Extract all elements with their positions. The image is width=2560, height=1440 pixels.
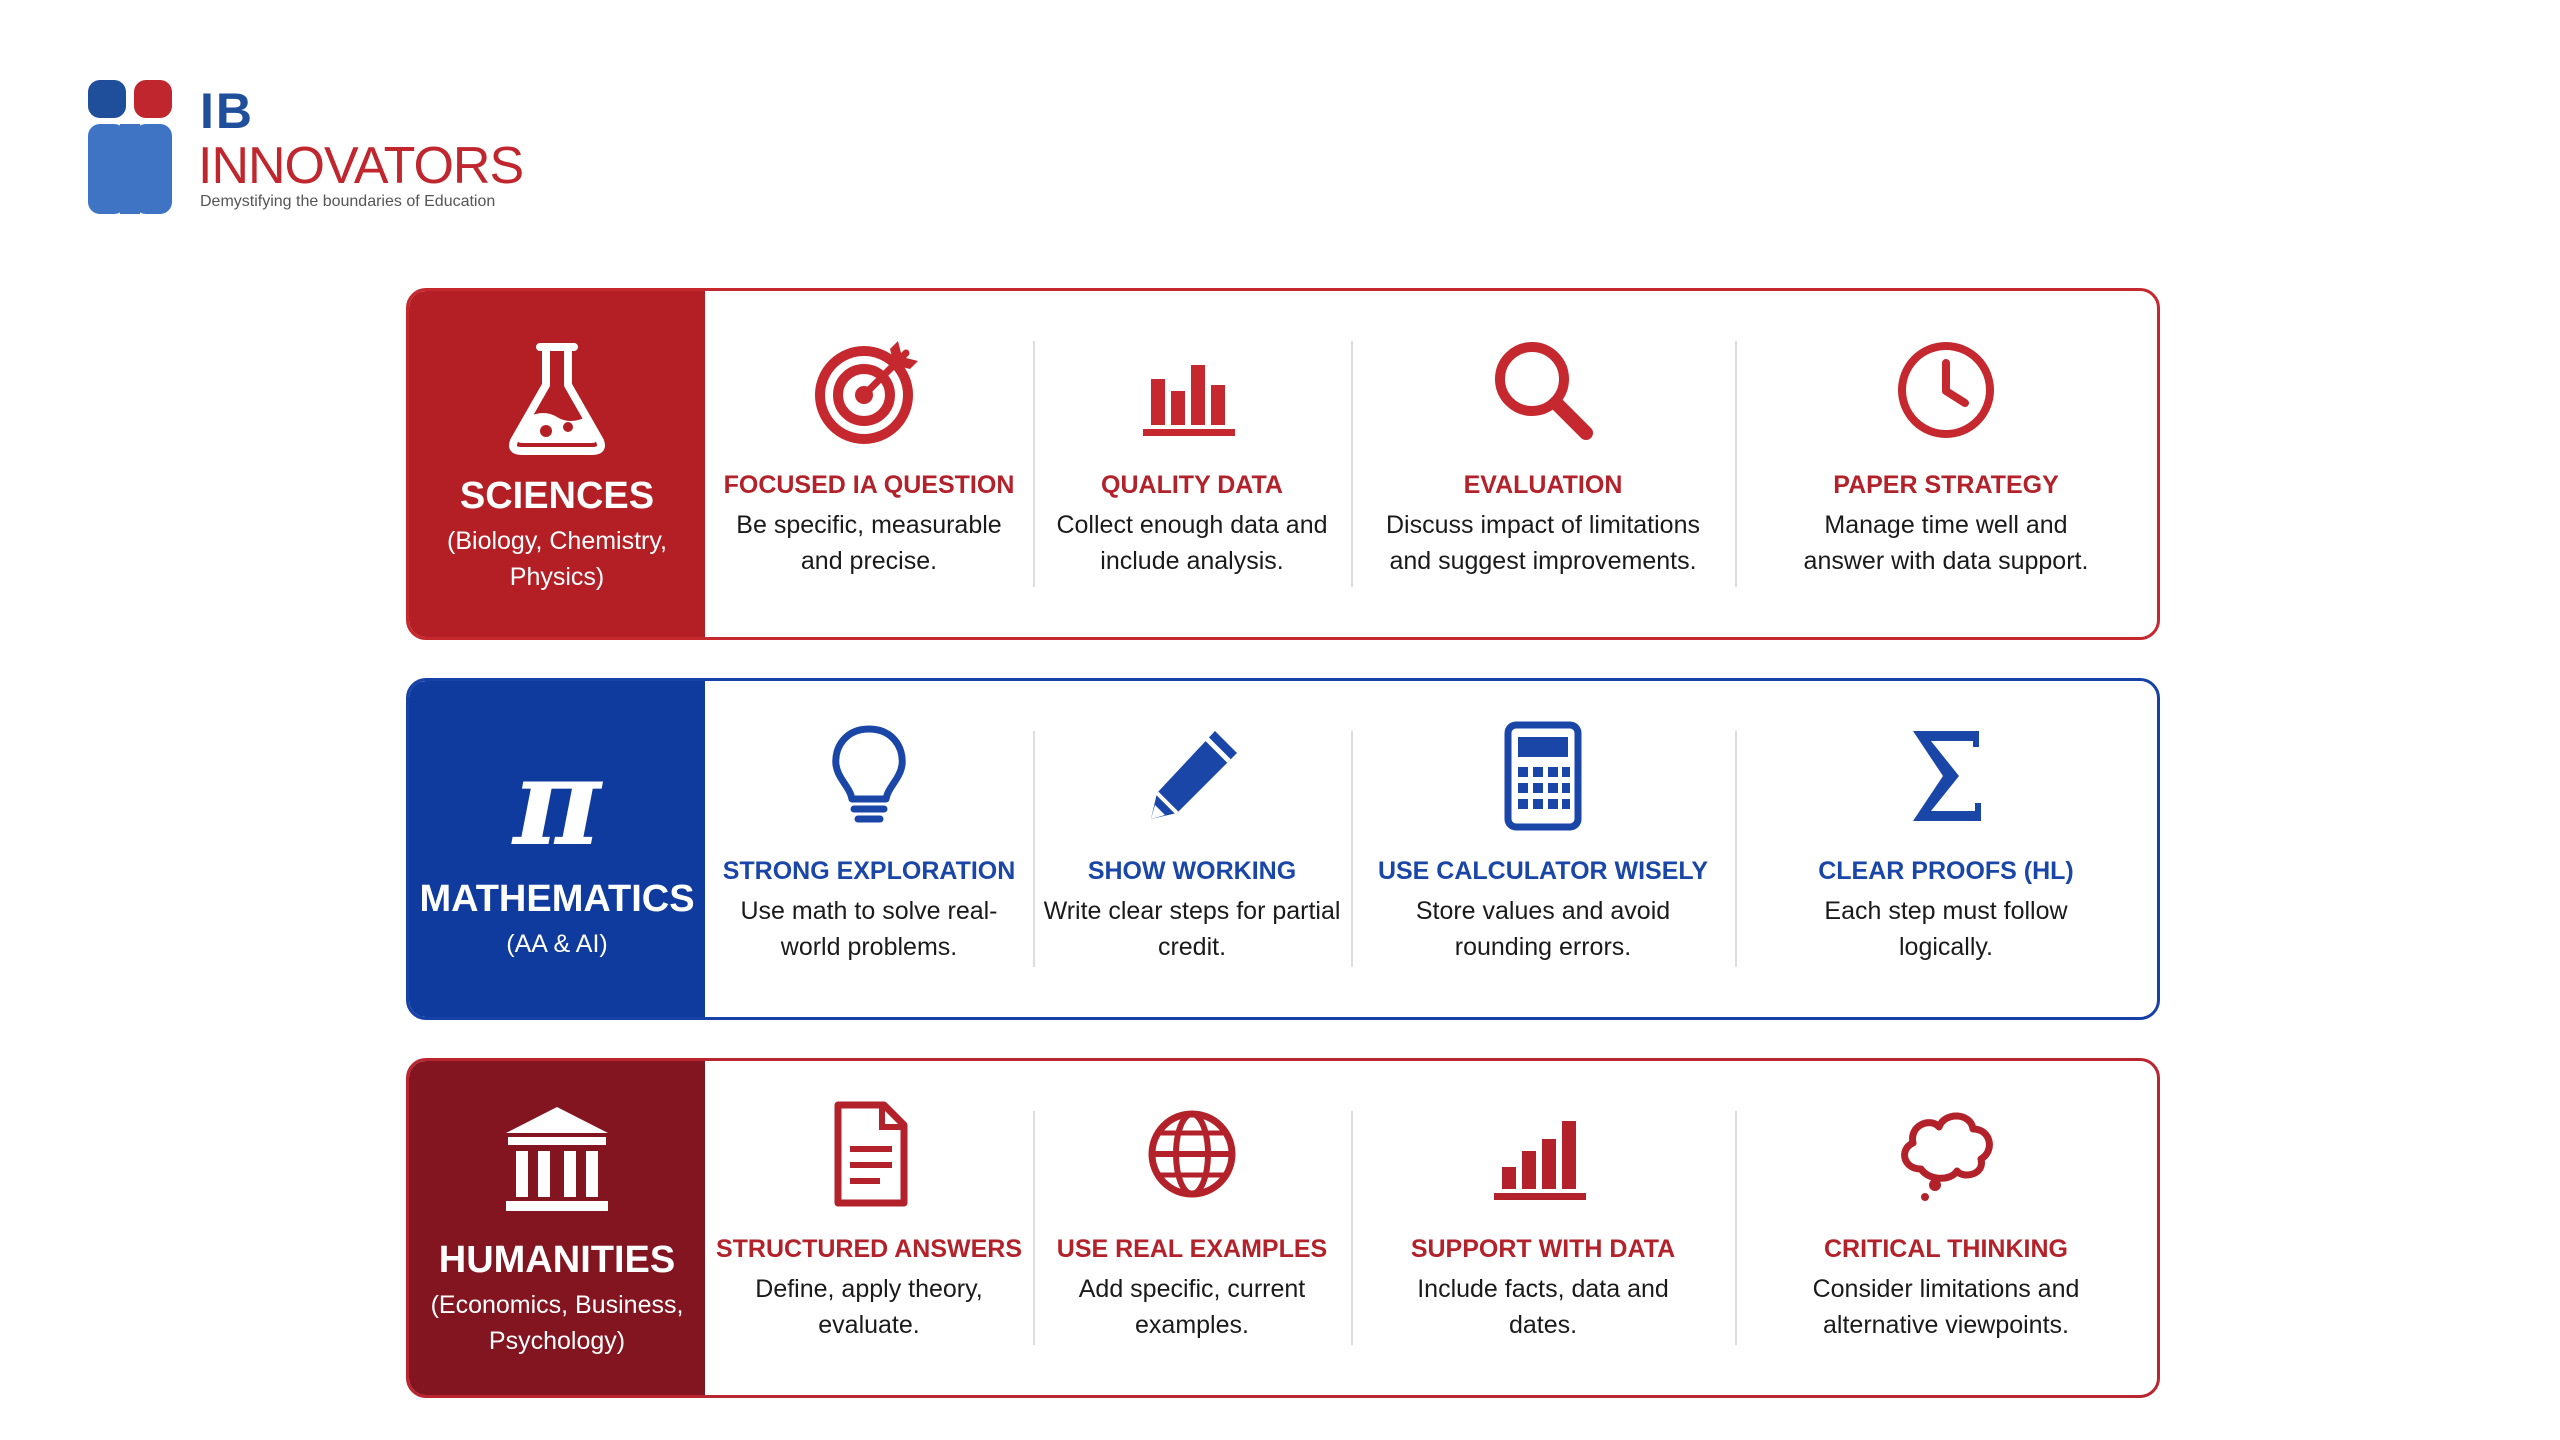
sciences-category-panel: [409, 291, 705, 637]
tip-focused-ia-question: [705, 291, 1033, 637]
tip-description: Add specific, current examples.: [1078, 1275, 1306, 1339]
sigma-icon: [1891, 721, 2001, 831]
ib-logo-mark-icon: [86, 78, 176, 216]
tip-use-calculator-wisely: [1351, 681, 1735, 1017]
ib-innovators-logo: [86, 78, 546, 218]
tip-title: STRUCTURED ANSWERS: [715, 1235, 1023, 1263]
calculator-icon: [1488, 721, 1598, 831]
sciences-subtitle: (Biology, Chemistry, Physics): [447, 527, 667, 591]
sciences-row: [406, 288, 2160, 640]
tip-description: Include facts, data and dates.: [1417, 1275, 1669, 1339]
tip-description: Each step must follow logically.: [1824, 897, 2068, 961]
humanities-subtitle: (Economics, Business, Psychology): [430, 1291, 684, 1355]
bar-chart-icon: [1137, 335, 1247, 445]
tip-support-with-data: [1351, 1061, 1735, 1395]
tip-quality-data: [1033, 291, 1351, 637]
mathematics-title: MATHEMATICS: [419, 878, 695, 920]
tip-title: CRITICAL THINKING: [1824, 1235, 2068, 1263]
globe-icon: [1137, 1099, 1247, 1209]
mathematics-row: [406, 678, 2160, 1020]
tip-title: CLEAR PROOFS (HL): [1818, 857, 2074, 885]
tip-title: EVALUATION: [1463, 471, 1623, 499]
tip-structured-answers: [705, 1061, 1033, 1395]
pi-icon: [492, 736, 622, 866]
tip-clear-proofs: [1735, 681, 2157, 1017]
mathematics-category-panel: [409, 681, 705, 1017]
tip-use-real-examples: [1033, 1061, 1351, 1395]
humanities-title: HUMANITIES: [438, 1239, 676, 1281]
magnifier-icon: [1488, 335, 1598, 445]
tip-title: USE CALCULATOR WISELY: [1377, 857, 1709, 885]
svg-text:π: π: [513, 736, 601, 866]
target-icon: [814, 335, 924, 445]
lightbulb-icon: [814, 721, 924, 831]
flask-icon: [492, 333, 622, 463]
tip-evaluation: [1351, 291, 1735, 637]
tip-description: Define, apply theory, evaluate.: [755, 1275, 983, 1339]
mathematics-subtitle: (AA & AI): [506, 930, 608, 958]
tip-description: Collect enough data and include analysis.: [1056, 511, 1328, 575]
tip-paper-strategy: [1735, 291, 2157, 637]
logo-ib-text: IB: [200, 83, 254, 139]
tip-description: Discuss impact of limitations and suggest improvements.: [1386, 511, 1700, 575]
tip-title: SUPPORT WITH DATA: [1410, 1235, 1676, 1263]
sciences-title: SCIENCES: [459, 475, 655, 517]
sciences-tips: [705, 291, 2157, 637]
thought-bubble-icon: [1891, 1099, 2001, 1209]
pencil-icon: [1137, 721, 1247, 831]
tip-title: QUALITY DATA: [1101, 471, 1283, 499]
institution-icon: [492, 1097, 622, 1227]
humanities-tips: [705, 1061, 2157, 1395]
tip-critical-thinking: [1735, 1061, 2157, 1395]
bar-chart-icon: [1488, 1099, 1598, 1209]
tip-title: USE REAL EXAMPLES: [1056, 1235, 1328, 1263]
tip-title: STRONG EXPLORATION: [722, 857, 1016, 885]
mathematics-tips: [705, 681, 2157, 1017]
logo-tagline: Demystifying the boundaries of Education: [200, 193, 496, 210]
tip-description: Manage time well and answer with data support.: [1803, 511, 2089, 575]
tip-description: Consider limitations and alternative viewpoints.: [1812, 1275, 2080, 1339]
tip-title: SHOW WORKING: [1087, 857, 1297, 885]
tip-description: Write clear steps for partial credit.: [1043, 897, 1341, 961]
tip-show-working: [1033, 681, 1351, 1017]
tip-title: PAPER STRATEGY: [1833, 471, 2059, 499]
clock-icon: [1891, 335, 2001, 445]
document-icon: [814, 1099, 924, 1209]
tip-title: FOCUSED IA QUESTION: [723, 471, 1015, 499]
tip-description: Use math to solve real-world problems.: [740, 897, 998, 961]
logo-brand-name: INNOVATORS: [198, 137, 524, 195]
tip-strong-exploration: [705, 681, 1033, 1017]
tip-description: Be specific, measurable and precise.: [736, 511, 1002, 575]
humanities-row: [406, 1058, 2160, 1398]
tip-description: Store values and avoid rounding errors.: [1415, 897, 1671, 961]
humanities-category-panel: [409, 1061, 705, 1395]
